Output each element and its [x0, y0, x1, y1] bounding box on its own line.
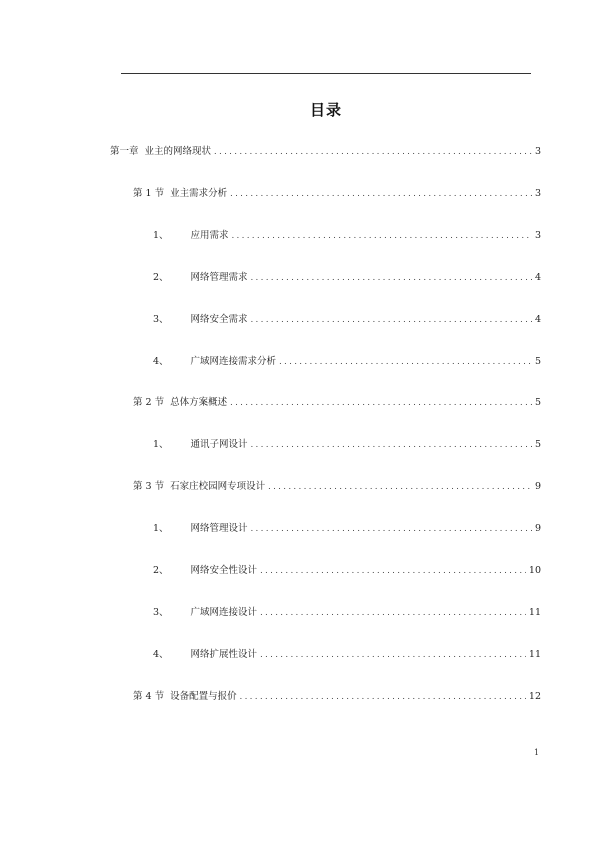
toc-entry-number: 第 3 节	[133, 481, 165, 492]
toc-dot-leader	[251, 272, 532, 284]
toc-dot-leader	[260, 565, 526, 577]
toc-entry[interactable]	[153, 230, 541, 242]
toc-dot-leader	[230, 188, 532, 200]
toc-entry[interactable]	[133, 397, 541, 409]
toc-entry[interactable]	[153, 272, 541, 284]
page-number: 1	[534, 748, 540, 757]
toc-entry-page: 4	[534, 314, 541, 325]
toc-dot-leader	[268, 481, 532, 493]
toc-dot-leader	[260, 607, 526, 619]
toc-entry-page: 11	[528, 607, 541, 618]
toc-entry-label: 通讯子网设计	[190, 439, 248, 450]
toc-entry-number: 第一章	[110, 146, 139, 157]
toc-entry-page: 5	[534, 439, 541, 450]
toc-title: 目录	[309, 101, 342, 119]
toc-dot-leader	[240, 691, 526, 703]
toc-entry[interactable]	[153, 439, 541, 451]
toc-entry-label: 广域网连接设计	[190, 607, 258, 618]
toc-entry-page: 11	[528, 649, 541, 660]
toc-entry[interactable]	[153, 607, 541, 619]
toc-dot-leader	[251, 523, 532, 535]
toc-dot-leader	[230, 397, 532, 409]
toc-entry-page: 4	[534, 272, 541, 283]
toc-entry-page: 9	[534, 523, 541, 534]
toc-entry-label: 石家庄校园网专项设计	[170, 481, 266, 492]
toc-entry[interactable]	[110, 146, 541, 158]
toc-entry-number: 1、	[153, 439, 169, 450]
toc-entry-label: 网络安全性设计	[190, 565, 258, 576]
toc-entry-label: 网络管理设计	[190, 523, 248, 534]
toc-dot-leader	[232, 230, 532, 242]
toc-entry[interactable]	[133, 481, 541, 493]
toc-entry[interactable]	[153, 356, 541, 368]
toc-entry-number: 1、	[153, 523, 169, 534]
toc-entry-page: 3	[534, 188, 541, 199]
toc-entry[interactable]	[133, 188, 541, 200]
toc-entry-number: 2、	[153, 272, 169, 283]
toc-entry[interactable]	[153, 523, 541, 535]
toc-entry-number: 3、	[153, 314, 169, 325]
toc-entry-number: 第 1 节	[133, 188, 165, 199]
toc-entry[interactable]	[153, 314, 541, 326]
toc-entry[interactable]	[153, 649, 541, 661]
toc-entry[interactable]	[133, 691, 541, 703]
toc-entry-page: 12	[528, 691, 541, 702]
toc-entry-number: 第 4 节	[133, 691, 165, 702]
toc-dot-leader	[251, 314, 532, 326]
toc-entry-number: 1、	[153, 230, 169, 241]
toc-dot-leader	[279, 356, 532, 368]
toc-entry-page: 5	[534, 397, 541, 408]
toc-entry-label: 应用需求	[190, 230, 229, 241]
toc-entry-number: 第 2 节	[133, 397, 165, 408]
toc-entry-label: 广域网连接需求分析	[190, 356, 277, 367]
toc-entry-page: 5	[534, 356, 541, 367]
toc-entry-number: 3、	[153, 607, 169, 618]
toc-entry-label: 网络管理需求	[190, 272, 248, 283]
toc-entry-page: 10	[528, 565, 541, 576]
toc-entry-page: 3	[534, 146, 541, 157]
toc-entry-page: 9	[534, 481, 541, 492]
toc-entry-page: 3	[534, 230, 541, 241]
toc-entry-label: 业主的网络现状	[144, 146, 212, 157]
toc-entry-number: 4、	[153, 356, 169, 367]
header-rule	[121, 73, 531, 74]
toc-entry-label: 设备配置与报价	[170, 691, 237, 702]
toc-dot-leader	[260, 649, 526, 661]
toc-entry-number: 4、	[153, 649, 169, 660]
toc-dot-leader	[214, 146, 532, 158]
toc-entry-label: 网络扩展性设计	[190, 649, 258, 660]
toc-entry-label: 业主需求分析	[170, 188, 228, 199]
toc-entry-label: 总体方案概述	[170, 397, 228, 408]
toc-entry[interactable]	[153, 565, 541, 577]
toc-dot-leader	[251, 439, 532, 451]
toc-entry-number: 2、	[153, 565, 169, 576]
toc-entry-label: 网络安全需求	[190, 314, 248, 325]
